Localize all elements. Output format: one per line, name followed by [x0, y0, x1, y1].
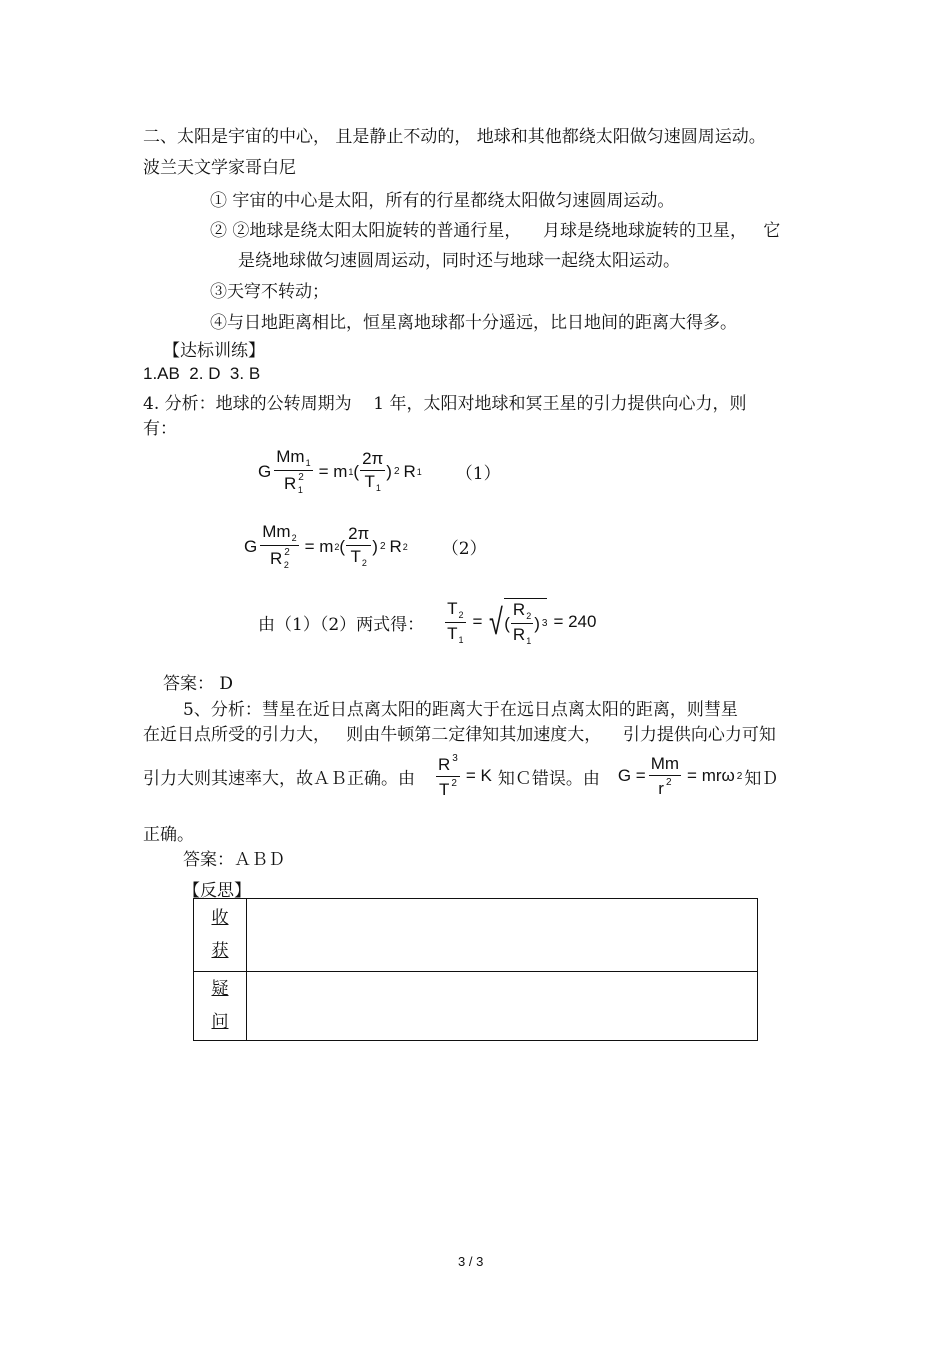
eq2-fraction-lhs — [260, 523, 298, 571]
equation-1 — [258, 448, 501, 496]
eq3-rnum: R — [512, 600, 526, 619]
eq1-fnum: 2π — [360, 450, 385, 471]
section2-item2b: 是绕地球做匀速圆周运动，同时还与地球一起绕太阳运动。 — [238, 251, 680, 271]
page-number: 3 / 3 — [458, 1254, 484, 1269]
q5-line4: 正确。 — [143, 825, 194, 845]
reflection-label-gains — [194, 899, 247, 972]
questions-char-2: 问 — [211, 1012, 229, 1032]
eq1-label: （1） — [455, 464, 501, 485]
q5-f2-den-sup: 2 — [665, 776, 672, 788]
q5-f2-den: r — [658, 778, 664, 798]
eq1-close: ) — [386, 461, 392, 481]
q5-line1: 5、分析：彗星在近日点离太阳的距离大于在远日点离太阳的距离，则彗星 — [183, 700, 738, 720]
q5-line3-b: 知Ｃ错误。由 — [497, 768, 600, 789]
q5-line2: 在近日点所受的引力大， 则由牛顿第二定律知其加速度大， 引力提供向心力可知 — [143, 725, 776, 745]
q5-formula-gravity — [618, 755, 743, 798]
eq2-close: ) — [372, 536, 378, 556]
eq2-fraction-rhs — [346, 525, 371, 568]
eq3-fraction-lhs — [445, 600, 465, 646]
eq1-num-sub: 1 — [305, 458, 311, 468]
eq1-fraction-rhs — [360, 450, 385, 493]
eq1-den: R — [283, 474, 297, 494]
training-heading: 【达标训练】 — [163, 341, 265, 361]
q5-f2-fraction — [649, 755, 681, 798]
section2-line2: 波兰天文学家哥白尼 — [143, 158, 296, 178]
eq3-lnum: T — [447, 598, 458, 618]
eq1-R: R — [403, 461, 416, 481]
eq3-prefix: 由（1）（2）两式得： — [258, 614, 425, 635]
eq2-fnum: 2π — [346, 525, 371, 546]
section2-line1: 二、太阳是宇宙的中心， 且是静止不动的， 地球和其他都绕太阳做匀速圆周运动。 — [143, 127, 766, 147]
eq2-den-sup: 2 — [284, 547, 290, 559]
eq3-lden-sub: 1 — [458, 634, 464, 645]
eq2-num: Mm — [262, 522, 291, 541]
q5-f1-num-sup: 3 — [452, 753, 458, 764]
eq3-rnum-sub: 2 — [526, 611, 532, 621]
eq3-close: ) — [534, 613, 540, 633]
eq2-m-sub: 2 — [334, 541, 340, 552]
equation-2 — [244, 523, 487, 571]
q5-line3-c: 知Ｄ — [744, 768, 779, 789]
q5-f1-den: T — [438, 779, 450, 799]
eq1-m-sub: 1 — [348, 466, 354, 477]
q5-answer: 答案：ＡＢＤ — [183, 850, 285, 870]
eq2-num-sub: 2 — [291, 533, 297, 543]
reflection-heading: 【反思】 — [183, 881, 251, 901]
reflection-gains-cell[interactable] — [247, 899, 758, 972]
q4-answer: 答案： D — [163, 674, 234, 694]
eq2-open: ( — [339, 536, 346, 556]
eq2-fden-sub: 2 — [361, 558, 367, 569]
eq1-pow: 2 — [393, 466, 400, 478]
eq3-eq: = — [472, 612, 483, 632]
reflection-table — [193, 898, 758, 1041]
section2-item3: ③天穹不转动； — [210, 282, 329, 302]
eq3-rden-sub: 1 — [526, 636, 532, 647]
eq2-den-sub: 2 — [283, 560, 289, 571]
section2-item1: ① 宇宙的中心是太阳，所有的行星都绕太阳做匀速圆周运动。 — [210, 191, 675, 211]
q5-formula-kepler — [433, 754, 492, 799]
eq1-G: G — [258, 461, 272, 481]
eq1-open: ( — [353, 461, 360, 481]
gains-char-1: 收 — [211, 908, 229, 928]
eq1-den-sub: 1 — [297, 485, 303, 496]
eq1-fden-sub: 1 — [375, 483, 381, 494]
eq3-lden: T — [447, 623, 458, 643]
equation-3 — [258, 598, 596, 647]
reflection-row-gains — [194, 899, 758, 972]
reflection-questions-cell[interactable] — [247, 972, 758, 1041]
section2-item2a: ② ②地球是绕太阳太阳旋转的普通行星， 月球是绕地球旋转的卫星， 它 — [210, 221, 781, 241]
eq1-fraction-lhs — [274, 448, 312, 496]
eq3-rden: R — [512, 625, 526, 645]
eq3-result: = 240 — [553, 612, 597, 632]
eq3-sqrt — [486, 598, 547, 647]
eq3-pow: 3 — [541, 618, 548, 630]
eq1-eq: = m — [318, 461, 348, 481]
eq1-num: Mm — [276, 447, 305, 466]
eq2-den: R — [269, 549, 283, 569]
q5-f1-rhs: = K — [465, 766, 492, 786]
eq1-R-sub: 1 — [416, 466, 422, 477]
eq2-pow: 2 — [379, 541, 386, 553]
q5-f1-num: R — [438, 755, 451, 774]
eq1-fden: T — [364, 472, 375, 492]
eq2-fden: T — [350, 547, 361, 567]
eq2-label: （2） — [441, 539, 487, 560]
eq2-eq: = m — [304, 536, 334, 556]
eq2-R-sub: 2 — [402, 541, 408, 552]
eq2-R: R — [389, 536, 402, 556]
eq3-lnum-sub: 2 — [458, 609, 464, 620]
q4-line1: 4. 分析：地球的公转周期为 1 年，太阳对地球和冥王星的引力提供向心力，则 — [143, 394, 747, 414]
eq1-den-sup: 2 — [298, 472, 304, 484]
reflection-row-questions — [194, 972, 758, 1041]
q5-line3 — [143, 754, 778, 799]
eq2-G: G — [244, 536, 258, 556]
eq3-open: ( — [504, 613, 510, 633]
q5-f2-num: Mm — [649, 755, 681, 776]
q5-f2-rhs: = mrω — [687, 766, 735, 786]
radical-icon: √ — [489, 601, 504, 643]
eq3-fraction-inner — [511, 601, 533, 647]
reflection-label-questions — [194, 972, 247, 1041]
q5-f2-G: G = — [617, 766, 646, 786]
q5-f1-den-sup: 2 — [451, 777, 457, 789]
q5-f1-fraction — [436, 754, 460, 799]
answers-line: 1.AB 2. D 3. B — [143, 364, 261, 383]
questions-char-1: 疑 — [211, 979, 229, 999]
q4-line2: 有： — [143, 419, 177, 439]
section2-item4: ④与日地距离相比，恒星离地球都十分遥远，比日地间的距离大得多。 — [210, 313, 737, 333]
q5-line3-a: 引力大则其速率大，故ＡＢ正确。由 — [143, 768, 415, 789]
gains-char-2: 获 — [211, 941, 229, 961]
q5-f2-rhs-sup: 2 — [736, 770, 743, 782]
